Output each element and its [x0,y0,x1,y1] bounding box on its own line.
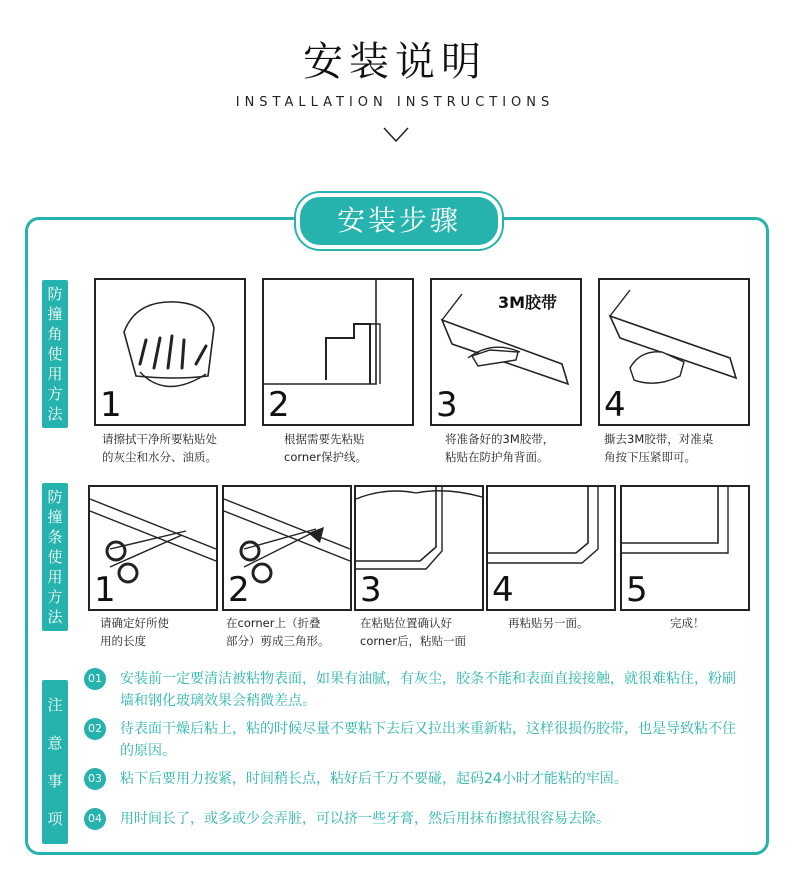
row2-label: 防撞条使用方法 [42,483,68,631]
row2-caption-2: 在corner上（折叠 部分）剪成三角形。 [226,616,330,648]
section-pill: 安装步骤 [296,193,502,249]
row2-caption-5: 完成！ [670,616,705,630]
row1-step-3 [430,278,582,426]
row1-label: 防撞角使用方法 [42,280,68,428]
row2-step-3 [354,485,484,611]
step-number: 2 [268,385,290,425]
step-number: 1 [94,570,116,610]
row1-step-2 [262,278,414,426]
step-number: 4 [492,570,514,610]
page-title: 安装说明 [303,39,487,85]
row2-caption-3: 在粘贴位置确认好 corner后，粘贴一面 [360,616,466,648]
tape-tag: 3M胶带 [498,293,558,312]
note-text: 用时间长了，或多或少会弄脏，可以挤一些牙膏，然后用抹布擦拭很容易去除。 [120,811,610,827]
chevron-down-icon [382,126,410,144]
row2-caption-1: 请确定好所使 用的长度 [100,616,169,648]
note-number: 04 [84,808,106,830]
note-text: 安装前一定要清洁被粘物表面，如果有油腻，有灰尘，胶条不能和表面直接接触，就很难粘住，粉刷墙和钢化玻璃效果会稍微差点。 [120,671,736,709]
note-text: 待表面干燥后粘上，粘的时候尽量不要粘下去后又拉出来重新粘，这样很损伤胶带，也是导致粘不住的原因。 [120,721,736,759]
page-subtitle: INSTALLATION INSTRUCTIONS [235,95,555,110]
row2-step-1 [88,485,218,611]
row1-caption-4: 撕去3M胶带，对准桌 角按下压紧即可。 [604,432,714,464]
notes-label: 注意事项 [42,680,68,844]
note-number: 03 [84,768,106,790]
row1-caption-1: 请擦拭干净所要粘贴处 的灰尘和水分、油质。 [102,432,217,464]
step-number: 3 [360,570,382,610]
step-number: 5 [626,570,648,610]
step-number: 2 [228,570,250,610]
note-number: 02 [84,718,106,740]
step-number: 3 [436,385,458,425]
row2-caption-4: 再粘贴另一面。 [508,616,589,630]
note-text: 粘下后要用力按紧，时间稍长点，粘好后千万不要碰，起码24小时才能粘的牢固。 [120,771,628,787]
row2-step-5 [620,485,750,611]
step-number: 4 [604,385,626,425]
row1-caption-2: 根据需要先粘贴 corner保护线。 [284,432,367,464]
row2-step-2 [222,485,352,611]
row1-step-4 [598,278,750,426]
row1-caption-3: 将准备好的3M胶带， 粘贴在防护角背面。 [445,432,555,464]
step-number: 1 [100,385,122,425]
note-number: 01 [84,668,106,690]
row2-step-4 [486,485,616,611]
row1-step-1 [94,278,246,426]
